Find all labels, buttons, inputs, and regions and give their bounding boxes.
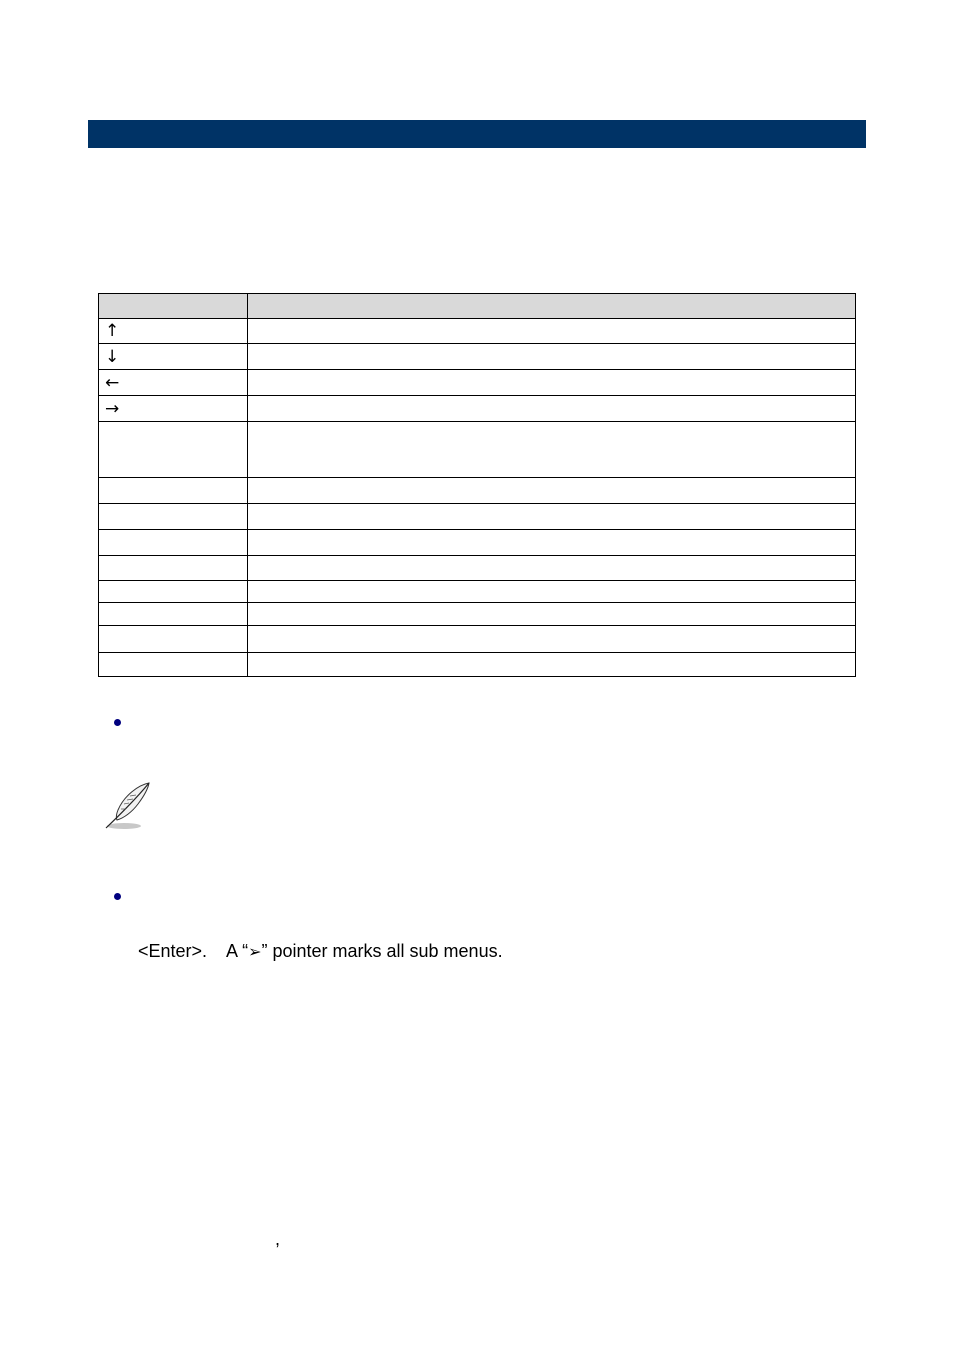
table-row: [99, 581, 856, 603]
function-cell: [248, 478, 856, 504]
submenu-text-before: <Enter>. A “: [138, 941, 249, 961]
function-cell: [248, 504, 856, 530]
function-cell: [248, 556, 856, 581]
key-cell: [99, 556, 248, 581]
submenu-pointer-text: [138, 941, 503, 962]
key-cell: [99, 422, 248, 478]
table-row: [99, 626, 856, 653]
key-cell: [99, 653, 248, 677]
table-row: [99, 370, 856, 396]
table-row: [99, 556, 856, 581]
function-cell: [248, 603, 856, 626]
key-cell: [99, 530, 248, 556]
table-row: [99, 319, 856, 344]
key-cell: ←: [99, 370, 248, 396]
table-row: [99, 530, 856, 556]
table-row: [99, 653, 856, 677]
table-header-row: [99, 294, 856, 319]
function-cell: [248, 653, 856, 677]
bullet-icon: [114, 893, 121, 900]
function-cell: [248, 581, 856, 603]
bullet-icon: [114, 719, 121, 726]
table-row: [99, 603, 856, 626]
table-row: [99, 504, 856, 530]
function-cell: [248, 319, 856, 344]
function-cell: [248, 422, 856, 478]
key-function-table: [98, 293, 856, 677]
key-cell: [99, 504, 248, 530]
function-cell: [248, 344, 856, 370]
table-header-key: [99, 294, 248, 319]
submenu-text-after: ” pointer marks all sub menus.: [261, 941, 503, 961]
key-cell: ↓: [99, 344, 248, 370]
function-cell: [248, 530, 856, 556]
key-cell: [99, 603, 248, 626]
table-header-function: [248, 294, 856, 319]
feather-quill-icon: [102, 780, 154, 832]
submenu-pointer-glyph: ➢: [248, 942, 262, 961]
key-cell: [99, 478, 248, 504]
key-cell: →: [99, 396, 248, 422]
section-title-bar: [88, 120, 866, 148]
footer-comma: ,: [275, 1229, 281, 1249]
key-cell: [99, 626, 248, 653]
function-cell: [248, 626, 856, 653]
function-cell: [248, 370, 856, 396]
table-row: [99, 396, 856, 422]
table-row: [99, 422, 856, 478]
table-row: [99, 478, 856, 504]
function-cell: [248, 396, 856, 422]
key-cell: ↑: [99, 319, 248, 344]
table-row: [99, 344, 856, 370]
key-cell: [99, 581, 248, 603]
